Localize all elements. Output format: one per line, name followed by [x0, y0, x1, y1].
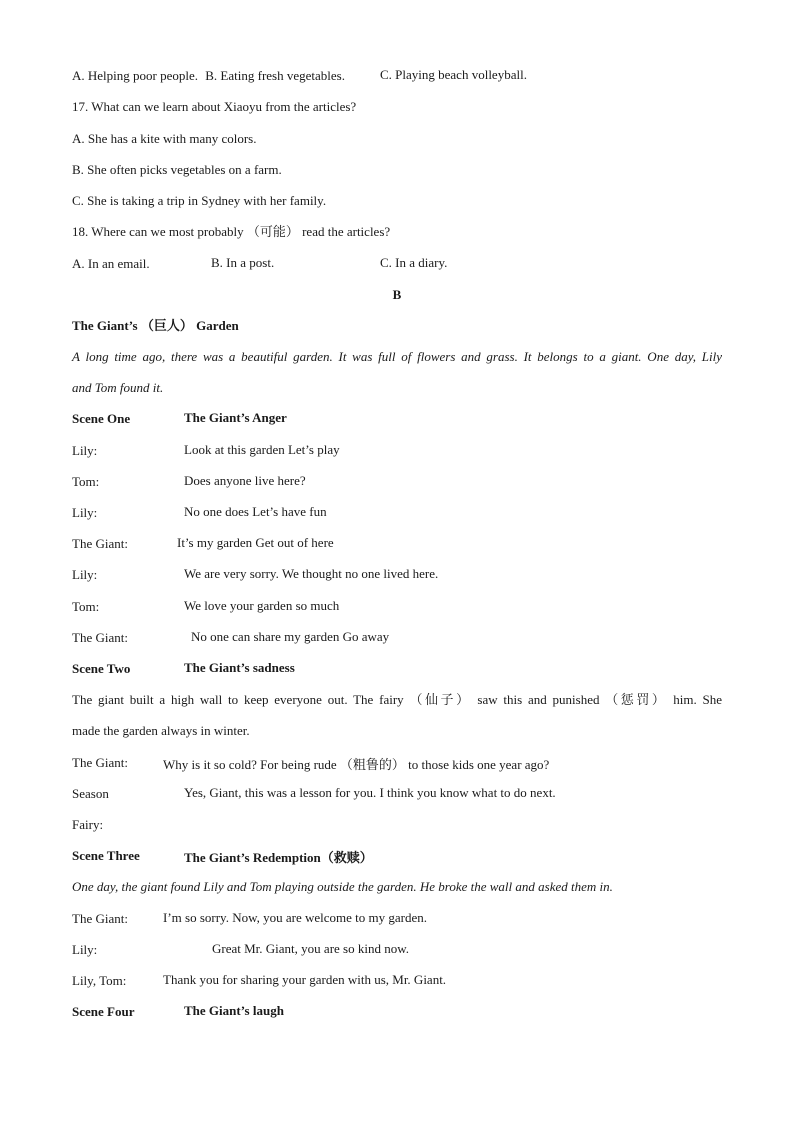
scene3-label: Scene Three	[72, 848, 140, 863]
scene1-speaker: Lily:	[72, 443, 98, 458]
scene3-speaker: Lily:	[72, 942, 98, 957]
q18-option-a: A. In an email.	[72, 256, 150, 271]
scene1-dialogue: Look at this garden Let’s play	[184, 442, 340, 457]
scene2-giant-dialogue: Why is it so cold? For being rude （粗鲁的） to those kids one year ago?	[163, 757, 550, 772]
q16-options-row	[72, 67, 345, 85]
passage-title: The Giant’s （巨人） Garden	[72, 318, 239, 333]
q18-question: 18. Where can we most probably （可能） read the articles?	[72, 224, 391, 239]
scene1-speaker: The Giant:	[72, 630, 128, 645]
scene1-speaker: Lily:	[72, 505, 98, 520]
intro-line-2: and Tom found it.	[72, 380, 164, 395]
scene3-title: The Giant’s Redemption（救赎）	[184, 850, 373, 865]
q16-option-a: A. Helping poor people.	[72, 68, 199, 83]
scene3-speaker: Lily, Tom:	[72, 973, 127, 988]
scene1-dialogue: We are very sorry. We thought no one lived here.	[184, 566, 439, 581]
scene4-title: The Giant’s laugh	[184, 1003, 284, 1018]
scene2-fairy-speaker-line-2: Fairy:	[72, 817, 104, 832]
scene1-title: The Giant’s Anger	[184, 410, 287, 425]
scene2-narration-line-2: made the garden always in winter.	[72, 723, 250, 738]
scene3-narration: One day, the giant found Lily and Tom playing outside the garden. He broke the wall and asked them in.	[72, 879, 613, 894]
intro-line-1: A long time ago, there was a beautiful garden. It was full of flowers and grass. It belongs to a giant. One day, Lily	[72, 349, 722, 364]
scene1-speaker: The Giant:	[72, 536, 128, 551]
q17-question: 17. What can we learn about Xiaoyu from the articles?	[72, 99, 357, 114]
scene2-narration-line-1: The giant built a high wall to keep everyone out. The fairy （仙子） saw this and punished （惩罚） him. She	[72, 692, 722, 707]
q16-option-b: B. Eating fresh vegetables.	[205, 68, 345, 83]
scene4-label: Scene Four	[72, 1004, 135, 1019]
q16-option-c: C. Playing beach volleyball.	[380, 67, 527, 82]
q17-option-a: A. She has a kite with many colors.	[72, 131, 257, 146]
scene2-giant-speaker: The Giant:	[72, 755, 128, 770]
scene1-speaker: Lily:	[72, 567, 98, 582]
scene1-dialogue: We love your garden so much	[184, 598, 340, 613]
scene2-fairy-speaker-line-1: Season	[72, 786, 109, 801]
scene1-speaker: Tom:	[72, 474, 100, 489]
scene3-dialogue: I’m so sorry. Now, you are welcome to my garden.	[163, 910, 428, 925]
scene2-fairy-dialogue: Yes, Giant, this was a lesson for you. I think you know what to do next.	[184, 785, 556, 800]
q18-option-c: C. In a diary.	[380, 255, 448, 270]
q17-option-c: C. She is taking a trip in Sydney with her family.	[72, 193, 327, 208]
q18-option-b: B. In a post.	[211, 255, 275, 270]
scene1-label: Scene One	[72, 411, 131, 426]
scene3-speaker: The Giant:	[72, 911, 128, 926]
scene2-title: The Giant’s sadness	[184, 660, 295, 675]
scene2-label: Scene Two	[72, 661, 131, 676]
scene1-dialogue: No one can share my garden Go away	[191, 629, 390, 644]
scene3-dialogue: Great Mr. Giant, you are so kind now.	[212, 941, 410, 956]
scene1-speaker: Tom:	[72, 599, 100, 614]
scene1-dialogue: It’s my garden Get out of here	[177, 535, 334, 550]
q17-option-b: B. She often picks vegetables on a farm.	[72, 162, 282, 177]
scene3-dialogue: Thank you for sharing your garden with us, Mr. Giant.	[163, 972, 447, 987]
scene1-dialogue: No one does Let’s have fun	[184, 504, 327, 519]
section-label: B	[392, 287, 402, 302]
scene1-dialogue: Does anyone live here?	[184, 473, 306, 488]
